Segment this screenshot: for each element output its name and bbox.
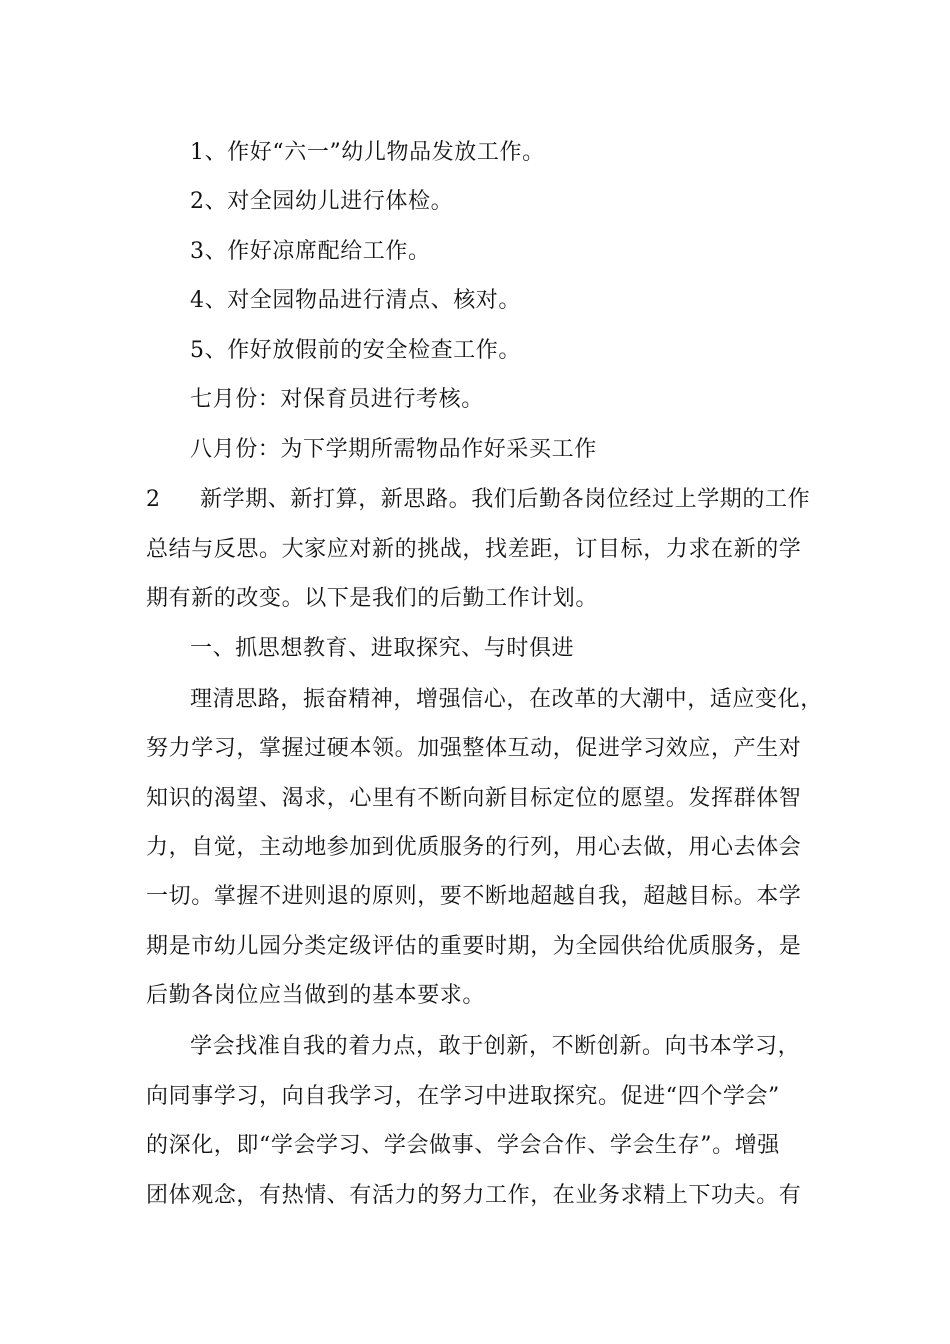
list-item-4: 4、对全园物品进行清点、核对。 <box>190 288 521 313</box>
list-item-5: 5、作好放假前的安全检查工作。 <box>190 338 521 363</box>
paragraph-line: 理清思路，振奋精神，增强信心，在改革的大潮中，适应变化， <box>190 687 823 712</box>
paragraph-line: 力，自觉，主动地参加到优质服务的行列，用心去做，用心去体会 <box>146 835 802 860</box>
paragraph-line: 团体观念，有热情、有活力的努力工作，在业务求精上下功夫。有 <box>146 1183 802 1208</box>
list-item-1: 1、作好“六一”幼儿物品发放工作。 <box>190 140 545 165</box>
paragraph-line: 努力学习，掌握过硬本领。加强整体互动，促进学习效应，产生对 <box>146 736 802 761</box>
paragraph-line: 新学期、新打算，新思路。我们后勤各岗位经过上学期的工作 <box>200 487 811 512</box>
paragraph-line: 期有新的改变。以下是我们的后勤工作计划。 <box>146 586 599 611</box>
paragraph-line: 一切。掌握不进则退的原则，要不断地超越自我，超越目标。本学 <box>146 884 802 909</box>
paragraph-line: 总结与反思。大家应对新的挑战，找差距，订目标，力求在新的学 <box>146 537 802 562</box>
august-line: 八月份：为下学期所需物品作好采买工作 <box>190 437 597 462</box>
section-number: 2 <box>146 487 160 512</box>
paragraph-line: 知识的渴望、渴求，心里有不断向新目标定位的愿望。发挥群体智 <box>146 786 802 811</box>
paragraph-line: 学会找准自我的着力点，敢于创新，不断创新。向书本学习， <box>190 1034 801 1059</box>
paragraph-line: 向同事学习，向自我学习，在学习中进取探究。促进“四个学会” <box>146 1084 780 1109</box>
list-item-3: 3、作好凉席配给工作。 <box>190 239 431 264</box>
section-heading: 一、抓思想教育、进取探究、与时俱进 <box>190 636 575 661</box>
list-item-2: 2、对全园幼儿进行体检。 <box>190 189 454 214</box>
paragraph-line: 的深化，即“学会学习、学会做事、学会合作、学会生存”。增强 <box>146 1133 780 1158</box>
july-line: 七月份：对保育员进行考核。 <box>190 387 484 412</box>
paragraph-line: 后勤各岗位应当做到的基本要求。 <box>146 983 486 1008</box>
paragraph-line: 期是市幼儿园分类定级评估的重要时期，为全园供给优质服务，是 <box>146 934 802 959</box>
